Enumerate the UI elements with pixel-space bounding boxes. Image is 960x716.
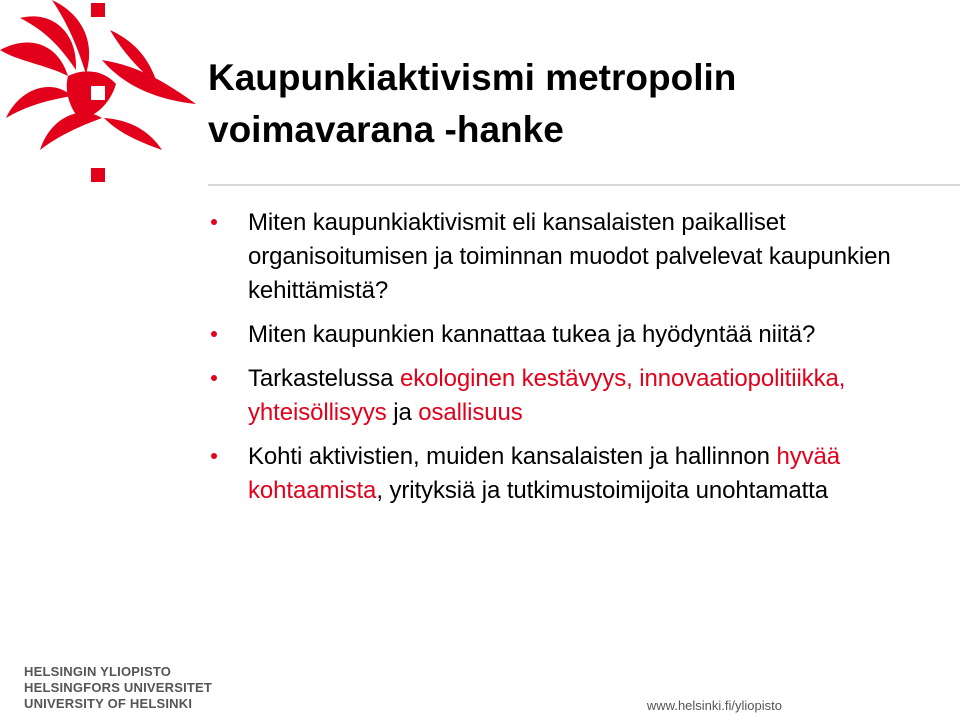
footer-url: www.helsinki.fi/yliopisto [646, 698, 782, 713]
bullet-dot-icon [211, 375, 217, 381]
bullet-dot-icon [211, 219, 217, 225]
bullet-3-text-a: Tarkastelussa [248, 365, 400, 392]
bullet-dot-icon [211, 453, 217, 459]
slide-title-line-1: Kaupunkiaktivismi metropolin [208, 57, 737, 98]
bullet-3-highlight-b: osallisuus [418, 399, 523, 426]
bullet-2-text: Miten kaupunkien kannattaa tukea ja hyödyntää niitä? [248, 321, 816, 348]
logo-line-finnish: HELSINGIN YLIOPISTO [24, 664, 172, 679]
bullet-item-3 [210, 362, 955, 430]
logo-line-swedish: HELSINGFORS UNIVERSITET [24, 680, 213, 695]
university-logo-text [24, 664, 212, 712]
bullet-3-highlight-a: ekologinen kestävyys, innovaatiopolitiikka, yhteisöllisyys [248, 365, 846, 426]
flame-logo-icon [0, 0, 200, 190]
bullet-4-text-b: , yrityksiä ja tutkimustoimijoita unohtamatta [376, 477, 828, 504]
bullet-4-text-a: Kohti aktivistien, muiden kansalaisten ja hallinnon [248, 443, 777, 470]
slide-title [208, 52, 948, 156]
bullet-item-4 [210, 440, 955, 508]
bullet-1-text: Miten kaupunkiaktivismit eli kansalaisten paikalliset organisoitumisen ja toiminnan muodot palvelevat kaupunkien kehittämistä? [248, 209, 891, 304]
logo-line-english: UNIVERSITY OF HELSINKI [24, 696, 193, 711]
bullet-list [210, 206, 955, 518]
bullet-3-text-b: ja [386, 399, 419, 426]
bullet-4-highlight: hyvää kohtaamista [248, 443, 840, 504]
slide-title-line-2: voimavarana -hanke [208, 109, 564, 150]
bullet-item-1 [210, 206, 955, 308]
bullet-item-2 [210, 318, 955, 352]
bullet-dot-icon [211, 331, 217, 337]
title-divider [208, 184, 960, 186]
